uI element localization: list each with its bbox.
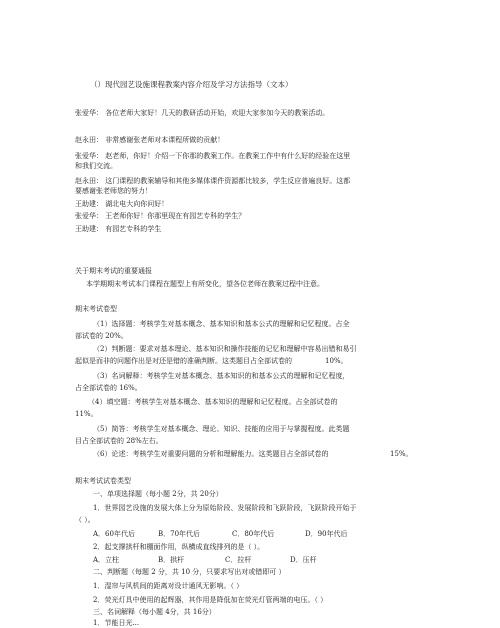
paragraph-line: 占全部试卷的 16%。 [75,384,142,392]
question-line: 1．节能日光... [93,619,140,627]
dialogue-line: 张爱华： 各位老师大家好！几天的教研活动开始，欢迎大家参加今天的教案活动。 [75,109,330,117]
paragraph-line: 11%。 [75,410,98,418]
answer-option: A．60年代后 [93,530,135,538]
question-line: 2．荧光灯具中使用的起辉器，其作用是降低加在荧光灯管两端的电压。（ ） [93,596,328,604]
dialogue-line: 张爱华： 赵老师，你好！介绍一下你那的教案工作。在教案工作中有什么好的经验在这里 [75,152,351,160]
dialogue-line: 和我们交流。 [75,162,117,170]
answer-option: C．拉杆 [225,556,252,564]
dialogue-line: 张爱华： 王老师你好！你那里现在有园艺专科的学生？ [75,212,246,220]
answer-option: B．70年代后 [158,530,201,538]
section-heading: 期末考试卷型 [75,305,117,313]
answer-option: A．立柱 [93,556,120,564]
dialogue-line: 王助建： 有园艺专科的学生 [75,225,162,233]
question-section-heading: 一、单项选择题（每小题 2分，共 20分） [93,490,223,498]
paragraph-line: 起似是而非的问题作出是对还是错的准确判断。这类题目占全部试卷的 [75,357,292,365]
answer-option: D．90年代后 [305,530,348,538]
dialogue-line: 赵永田： 非常感谢张老师对本课程所做的贡献！ [75,136,225,144]
question-line: 2．起支撑拱杆和棚面作用，纵横成直线排列的是（ ）。 [93,543,265,551]
paragraph-line: （2）判断题：要求对基本理论、基本知识和操作技能的记忆和理解中容易出错和易引 [93,345,357,353]
question-line: （ ）。 [75,516,95,524]
paragraph-line: 部试卷的 20%。 [75,332,128,340]
paragraph-line: （3）名词解释：考核学生对基本概念、基本知识的和基本公式的理解和记忆程度， [93,372,350,380]
paragraph-line: （5）简答：考核学生对基本概念、理论、知识、技能的应用于与掌握程度。此类题 [93,425,350,433]
document-title: （）现代园艺设施课程教案内容介绍及学习方法指导（文本） [90,80,293,89]
question-section-heading: 三、名词解释（每小题 4分，共 16分） [93,608,216,616]
dialogue-line: 赵永田： 这门课程的教案辅导和其他多媒体课件资源都比较多，学生反应普遍良好。这都 [75,177,351,185]
paragraph-line: 本学期期末考试本门课程在题型上有所变化，望各位老师在教案过程中注意。 [86,280,324,288]
question-section-heading: 二、判断题（每题 2 分，共 10 分，只要求写出对或错即可 ） [93,568,286,576]
dialogue-line: 王助建： 湖北电大向你问好！ [75,200,169,208]
question-line: 1．世界园艺设施的发展大体上分为原始阶段、发展阶段和飞跃阶段，飞跃阶段开始于 [93,504,357,512]
percentage-value: 15%。 [390,450,413,458]
section-heading: 关于期末考试的重要通报 [75,267,152,275]
answer-option: C．80年代后 [232,530,275,538]
answer-option: B．拱杆 [158,556,185,564]
percentage-value: 10%。 [325,357,348,365]
paragraph-line: （6）论述：考核学生对重要问题的分析和理解能力。这类题目占全部试卷的 [93,450,329,458]
dialogue-line: 要感谢张老师您的努力！ [75,187,152,195]
question-line: 1．湿帘与风机间的距离对设计通风无影响。（ ） [93,582,244,590]
paragraph-line: （4）填空题：考核学生对基本概念、基本知识的理解和记忆程度。占全部试卷的 [88,398,338,406]
paragraph-line: （1）选择题：考核学生对基本概念、基本知识和基本公式的理解和记忆程度。占全 [93,320,350,328]
answer-option: D．压杆 [290,556,317,564]
section-heading: 期末考试试卷类型 [75,477,131,485]
paragraph-line: 目占全部试卷的 28%左右。 [75,437,163,445]
